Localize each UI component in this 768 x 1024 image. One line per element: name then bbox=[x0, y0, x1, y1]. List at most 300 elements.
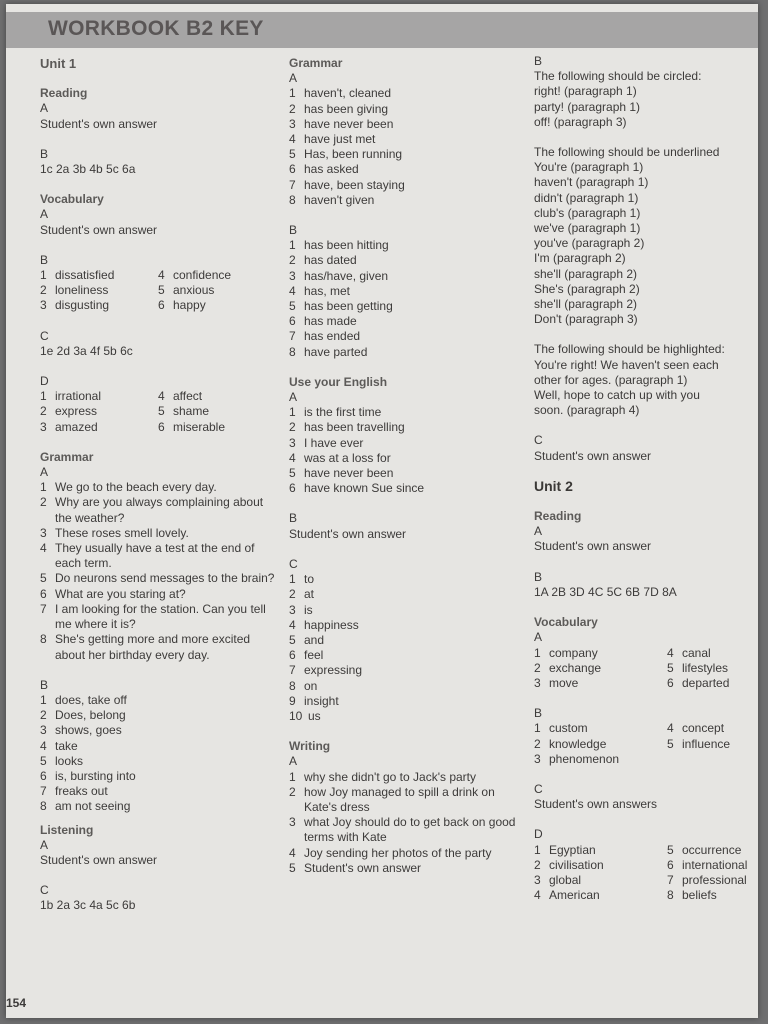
item-number: 1 bbox=[534, 721, 541, 736]
item-text: dissatisfied bbox=[55, 268, 115, 283]
answer-item bbox=[40, 708, 276, 723]
section-label: C bbox=[534, 433, 543, 448]
list-line: Well, hope to catch up with you bbox=[534, 388, 700, 403]
answer-list bbox=[40, 693, 276, 815]
item-text: confidence bbox=[173, 268, 232, 283]
answer-item bbox=[40, 571, 276, 586]
plain-list bbox=[534, 358, 756, 419]
item-text: Why are you always complaining about the weather? bbox=[55, 495, 264, 525]
item-number: 5 bbox=[289, 147, 296, 162]
answer-item bbox=[289, 694, 527, 709]
section-label: C bbox=[534, 781, 543, 796]
item-number bbox=[667, 752, 682, 767]
answer-item bbox=[289, 815, 527, 845]
section-label: D bbox=[40, 374, 49, 389]
answer-item bbox=[289, 299, 527, 314]
list-line: party! (paragraph 1) bbox=[534, 99, 641, 114]
answer-item bbox=[289, 193, 527, 208]
item-number: 6 bbox=[158, 298, 165, 313]
item-text: Student's own answer bbox=[304, 860, 422, 875]
grammar-heading: Grammar bbox=[289, 56, 343, 70]
answer-item bbox=[289, 481, 527, 496]
item-text: on bbox=[304, 678, 318, 693]
answer-item bbox=[40, 784, 276, 799]
item-text: us bbox=[308, 708, 321, 723]
answer-text: Student's own answers bbox=[534, 797, 658, 812]
item-text: miserable bbox=[173, 419, 226, 434]
item-number: 1 bbox=[40, 692, 47, 707]
item-number: 6 bbox=[289, 481, 296, 496]
item-text: have parted bbox=[304, 344, 368, 359]
answer-list bbox=[289, 770, 527, 876]
list-line: club's (paragraph 1) bbox=[534, 205, 641, 220]
answer-grid bbox=[40, 389, 276, 435]
answer-row bbox=[40, 283, 276, 298]
answer-item bbox=[40, 526, 276, 541]
answer-item bbox=[289, 405, 527, 420]
item-text: custom bbox=[549, 721, 588, 736]
item-text: Do neurons send messages to the brain? bbox=[55, 571, 275, 586]
item-number: 1 bbox=[289, 769, 296, 784]
answer-item bbox=[289, 770, 527, 785]
answer-item bbox=[40, 541, 276, 571]
answer-row bbox=[534, 676, 756, 691]
answer-item bbox=[289, 147, 527, 162]
item-text: These roses smell lovely. bbox=[55, 525, 189, 540]
item-number: 5 bbox=[158, 283, 165, 298]
item-text: irrational bbox=[55, 389, 102, 404]
item-text: concept bbox=[682, 721, 725, 736]
item-text: exchange bbox=[549, 660, 602, 675]
answer-row bbox=[40, 389, 276, 404]
answer-row bbox=[40, 298, 276, 313]
item-text: has made bbox=[304, 314, 357, 329]
item-number: 2 bbox=[40, 708, 47, 723]
page-title: WORKBOOK B2 KEY bbox=[48, 17, 264, 40]
item-text: Joy sending her photos of the party bbox=[304, 845, 492, 860]
item-number: 8 bbox=[667, 888, 674, 903]
item-number: 3 bbox=[40, 723, 47, 738]
item-number: 1 bbox=[40, 389, 47, 404]
answer-row bbox=[534, 843, 756, 858]
section-label: A bbox=[40, 837, 49, 852]
answer-text: Student's own answer bbox=[289, 526, 407, 541]
item-text: knowledge bbox=[549, 736, 607, 751]
item-text: happiness bbox=[304, 617, 359, 632]
item-number: 6 bbox=[40, 586, 47, 601]
item-text: has ended bbox=[304, 329, 361, 344]
item-text: and bbox=[304, 632, 325, 647]
unit-1-heading: Unit 1 bbox=[40, 56, 77, 71]
answer-grid bbox=[534, 721, 756, 767]
item-text: professional bbox=[682, 872, 747, 887]
section-label: A bbox=[289, 754, 298, 769]
item-number: 4 bbox=[289, 283, 296, 298]
answer-text: 1c 2a 3b 4b 5c 6a bbox=[40, 162, 136, 177]
item-text: am not seeing bbox=[55, 799, 131, 814]
answer-list bbox=[289, 238, 527, 360]
answer-grid bbox=[534, 843, 756, 904]
list-line: you've (paragraph 2) bbox=[534, 236, 645, 251]
answer-item bbox=[289, 162, 527, 177]
answer-text: Student's own answer bbox=[40, 852, 158, 867]
item-text: Does, belong bbox=[55, 708, 126, 723]
grammar-heading: Grammar bbox=[40, 449, 94, 464]
section-label: A bbox=[289, 71, 298, 86]
item-text: has been hitting bbox=[304, 238, 389, 253]
reading-heading: Reading bbox=[534, 509, 582, 524]
item-text: insight bbox=[304, 693, 339, 708]
item-text: She's getting more and more excited about her birthday every day. bbox=[55, 632, 251, 662]
answer-text: Student's own answer bbox=[534, 448, 652, 463]
item-text: happy bbox=[173, 298, 206, 313]
item-text: What are you staring at? bbox=[55, 586, 186, 601]
item-number: 8 bbox=[40, 799, 47, 814]
list-line: You're (paragraph 1) bbox=[534, 160, 644, 175]
answer-row bbox=[534, 737, 756, 752]
item-number: 5 bbox=[667, 736, 674, 751]
list-line: off! (paragraph 3) bbox=[534, 114, 627, 129]
list-line: soon. (paragraph 4) bbox=[534, 403, 640, 418]
answer-text: 1b 2a 3c 4a 5c 6b bbox=[40, 898, 136, 913]
answer-text: Student's own answer bbox=[40, 116, 158, 131]
column-3 bbox=[534, 54, 756, 903]
list-line: haven't (paragraph 1) bbox=[534, 175, 649, 190]
answer-item bbox=[289, 238, 527, 253]
answer-item bbox=[40, 602, 276, 632]
item-text: why she didn't go to Jack's party bbox=[304, 769, 477, 784]
answer-item bbox=[40, 739, 276, 754]
item-text: affect bbox=[173, 389, 203, 404]
item-text: I am looking for the station. Can you tell me where it is? bbox=[55, 601, 266, 632]
item-number: 2 bbox=[289, 420, 296, 435]
answer-item bbox=[40, 799, 276, 814]
item-number: 2 bbox=[40, 283, 47, 298]
item-text: have, been staying bbox=[304, 177, 405, 192]
item-text: have just met bbox=[304, 132, 376, 147]
item-number: 6 bbox=[667, 857, 674, 872]
item-number: 1 bbox=[534, 842, 541, 857]
page-number: 154 bbox=[6, 996, 27, 1010]
item-number: 9 bbox=[289, 693, 296, 708]
item-text: lifestyles bbox=[682, 660, 729, 675]
item-number: 5 bbox=[667, 842, 674, 857]
answer-item bbox=[289, 345, 527, 360]
list-line: She's (paragraph 2) bbox=[534, 281, 640, 296]
item-number: 4 bbox=[289, 132, 296, 147]
item-number: 8 bbox=[289, 192, 296, 207]
item-text: civilisation bbox=[549, 857, 604, 872]
item-number: 5 bbox=[667, 660, 674, 675]
item-text: have known Sue since bbox=[304, 481, 425, 496]
answer-list bbox=[40, 480, 276, 662]
item-number: 3 bbox=[40, 525, 47, 540]
answer-item bbox=[289, 117, 527, 132]
writing-heading: Writing bbox=[289, 739, 331, 754]
item-number: 4 bbox=[534, 888, 541, 903]
item-number: 2 bbox=[289, 784, 296, 799]
plain-list bbox=[534, 84, 756, 130]
answer-item bbox=[289, 861, 527, 876]
item-number: 3 bbox=[40, 419, 47, 434]
answer-item bbox=[289, 633, 527, 648]
answer-item bbox=[289, 102, 527, 117]
item-text: does, take off bbox=[55, 692, 127, 707]
item-number: 4 bbox=[289, 450, 296, 465]
item-number: 6 bbox=[289, 648, 296, 663]
item-number: 3 bbox=[289, 435, 296, 450]
section-label: C bbox=[40, 883, 49, 898]
answer-item bbox=[289, 648, 527, 663]
answer-row bbox=[534, 858, 756, 873]
item-text: Has, been running bbox=[304, 147, 403, 162]
unit-2-heading: Unit 2 bbox=[534, 477, 573, 494]
instruction-text: The following should be underlined bbox=[534, 145, 720, 160]
section-label: B bbox=[534, 569, 543, 584]
item-text: haven't given bbox=[304, 192, 375, 207]
item-text: loneliness bbox=[55, 283, 109, 298]
answer-text: Student's own answer bbox=[40, 222, 158, 237]
item-number: 4 bbox=[667, 645, 674, 660]
list-line: right! (paragraph 1) bbox=[534, 84, 637, 99]
item-text: departed bbox=[682, 675, 730, 690]
item-text: has been giving bbox=[304, 101, 389, 116]
answer-item bbox=[289, 466, 527, 481]
reading-heading: Reading bbox=[40, 86, 88, 101]
item-number: 2 bbox=[40, 404, 47, 419]
section-label: A bbox=[534, 524, 543, 539]
item-number: 5 bbox=[289, 466, 296, 481]
item-number: 1 bbox=[40, 268, 47, 283]
answer-item bbox=[40, 587, 276, 602]
item-text: have never been bbox=[304, 466, 394, 481]
item-text: was at a loss for bbox=[304, 450, 391, 465]
item-text: disgusting bbox=[55, 298, 110, 313]
answer-item bbox=[289, 709, 527, 724]
column-1 bbox=[40, 56, 276, 914]
answer-item bbox=[289, 663, 527, 678]
item-number: 1 bbox=[289, 86, 296, 101]
item-text: express bbox=[55, 404, 98, 419]
listening-heading: Listening bbox=[40, 822, 94, 837]
item-number: 6 bbox=[40, 768, 47, 783]
answer-item bbox=[40, 495, 276, 525]
list-line: I'm (paragraph 2) bbox=[534, 251, 626, 266]
item-text: occurrence bbox=[682, 842, 742, 857]
list-line: she'll (paragraph 2) bbox=[534, 297, 638, 312]
answer-item bbox=[289, 132, 527, 147]
item-number: 4 bbox=[158, 389, 165, 404]
item-number: 5 bbox=[289, 860, 296, 875]
answer-item bbox=[289, 436, 527, 451]
item-number: 3 bbox=[289, 815, 296, 830]
list-line: Don't (paragraph 3) bbox=[534, 312, 638, 327]
item-number: 10 bbox=[289, 708, 303, 723]
section-label: A bbox=[40, 465, 49, 480]
item-number: 1 bbox=[40, 480, 47, 495]
item-text: beliefs bbox=[682, 888, 717, 903]
item-text: to bbox=[304, 572, 315, 587]
answer-item bbox=[40, 769, 276, 784]
section-label: B bbox=[40, 146, 49, 161]
item-number: 2 bbox=[534, 660, 541, 675]
instruction-text: The following should be highlighted: bbox=[534, 342, 725, 357]
item-number: 5 bbox=[40, 753, 47, 768]
item-number: 6 bbox=[289, 162, 296, 177]
item-number: 2 bbox=[289, 587, 296, 602]
answer-row bbox=[534, 888, 756, 903]
item-number: 7 bbox=[40, 601, 47, 616]
item-number: 3 bbox=[534, 872, 541, 887]
item-number: 3 bbox=[289, 602, 296, 617]
item-text: global bbox=[549, 872, 582, 887]
item-text: influence bbox=[682, 736, 731, 751]
answer-list bbox=[289, 405, 527, 496]
section-label: C bbox=[289, 556, 298, 571]
answer-text: 1A 2B 3D 4C 5C 6B 7D 8A bbox=[534, 584, 677, 599]
item-text: looks bbox=[55, 753, 84, 768]
answer-item bbox=[40, 693, 276, 708]
item-number: 3 bbox=[534, 675, 541, 690]
answer-item bbox=[289, 86, 527, 101]
item-text: take bbox=[55, 738, 78, 753]
item-number: 1 bbox=[289, 238, 296, 253]
item-text: American bbox=[549, 888, 600, 903]
item-text: has asked bbox=[304, 162, 359, 177]
section-label: A bbox=[40, 101, 49, 116]
section-label: B bbox=[40, 252, 49, 267]
item-number: 3 bbox=[40, 298, 47, 313]
answer-item bbox=[289, 178, 527, 193]
answer-item bbox=[289, 679, 527, 694]
item-text: at bbox=[304, 587, 315, 602]
item-text: has dated bbox=[304, 253, 357, 268]
section-label: B bbox=[289, 511, 298, 526]
answer-text: Student's own answer bbox=[534, 539, 652, 554]
answer-item bbox=[289, 329, 527, 344]
item-number: 1 bbox=[289, 572, 296, 587]
item-number: 7 bbox=[289, 177, 296, 192]
item-number: 7 bbox=[40, 784, 47, 799]
answer-item bbox=[40, 754, 276, 769]
item-number: 2 bbox=[534, 736, 541, 751]
item-text: what Joy should do to get back on good terms with Kate bbox=[304, 815, 516, 845]
list-line: didn't (paragraph 1) bbox=[534, 190, 639, 205]
list-line: we've (paragraph 1) bbox=[534, 221, 641, 236]
answer-row bbox=[534, 873, 756, 888]
answer-row bbox=[534, 721, 756, 736]
list-line: You're right! We haven't seen each bbox=[534, 357, 719, 372]
answer-item bbox=[289, 269, 527, 284]
list-line: other for ages. (paragraph 1) bbox=[534, 372, 688, 387]
item-text: move bbox=[549, 675, 579, 690]
answer-item bbox=[289, 846, 527, 861]
item-number: 3 bbox=[534, 751, 541, 766]
answer-item bbox=[289, 284, 527, 299]
answer-item bbox=[289, 451, 527, 466]
item-text: how Joy managed to spill a drink on Kate's dress bbox=[304, 784, 495, 814]
answer-item bbox=[40, 480, 276, 495]
item-text: expressing bbox=[304, 663, 363, 678]
item-text: haven't, cleaned bbox=[304, 86, 392, 101]
item-number: 4 bbox=[289, 617, 296, 632]
answer-text: 1e 2d 3a 4f 5b 6c bbox=[40, 343, 133, 358]
item-number: 8 bbox=[40, 632, 47, 647]
section-label: B bbox=[534, 54, 543, 68]
section-label: B bbox=[40, 677, 49, 692]
section-label: A bbox=[534, 630, 543, 645]
answer-item bbox=[40, 632, 276, 662]
item-number: 4 bbox=[40, 541, 47, 556]
item-number: 5 bbox=[40, 571, 47, 586]
answer-grid bbox=[534, 646, 756, 692]
item-number: 5 bbox=[158, 404, 165, 419]
item-number: 4 bbox=[289, 845, 296, 860]
item-number: 7 bbox=[289, 663, 296, 678]
item-number: 7 bbox=[289, 329, 296, 344]
answer-item bbox=[289, 587, 527, 602]
answer-row bbox=[40, 268, 276, 283]
section-label: B bbox=[534, 706, 543, 721]
answer-item bbox=[40, 723, 276, 738]
answer-item bbox=[289, 253, 527, 268]
item-text: amazed bbox=[55, 419, 98, 434]
item-text: freaks out bbox=[55, 784, 108, 799]
item-number: 4 bbox=[40, 738, 47, 753]
item-text: has/have, given bbox=[304, 268, 389, 283]
item-text: anxious bbox=[173, 283, 215, 298]
item-text: shame bbox=[173, 404, 210, 419]
item-text: company bbox=[549, 645, 598, 660]
item-text: is bbox=[304, 602, 313, 617]
item-number: 2 bbox=[534, 857, 541, 872]
answer-grid bbox=[40, 268, 276, 314]
section-label: B bbox=[289, 223, 298, 238]
item-number: 2 bbox=[289, 253, 296, 268]
use-your-english-heading: Use your English bbox=[289, 374, 388, 389]
item-text: phenomenon bbox=[549, 751, 620, 766]
item-number: 7 bbox=[667, 872, 674, 887]
item-text: We go to the beach every day. bbox=[55, 480, 217, 495]
section-label: A bbox=[289, 390, 298, 405]
item-text: canal bbox=[682, 645, 711, 660]
item-number: 3 bbox=[289, 268, 296, 283]
item-number: 2 bbox=[289, 101, 296, 116]
answer-item bbox=[289, 314, 527, 329]
section-label: C bbox=[40, 328, 49, 343]
answer-item bbox=[289, 572, 527, 587]
item-text: has, met bbox=[304, 283, 351, 298]
item-number: 5 bbox=[289, 299, 296, 314]
item-number: 4 bbox=[158, 268, 165, 283]
item-text: international bbox=[682, 857, 748, 872]
item-number: 6 bbox=[667, 675, 674, 690]
plain-list bbox=[534, 160, 756, 327]
item-text: have never been bbox=[304, 116, 394, 131]
section-label: A bbox=[40, 207, 49, 222]
item-number: 3 bbox=[289, 116, 296, 131]
answer-item bbox=[289, 420, 527, 435]
item-number: 5 bbox=[289, 632, 296, 647]
item-number: 1 bbox=[289, 405, 296, 420]
item-number: 6 bbox=[289, 314, 296, 329]
column-2 bbox=[289, 56, 527, 876]
item-text: They usually have a test at the end of each term. bbox=[55, 541, 255, 571]
item-text: is, bursting into bbox=[55, 768, 136, 783]
answer-item bbox=[289, 618, 527, 633]
item-number: 1 bbox=[534, 645, 541, 660]
item-text: has been getting bbox=[304, 299, 393, 314]
